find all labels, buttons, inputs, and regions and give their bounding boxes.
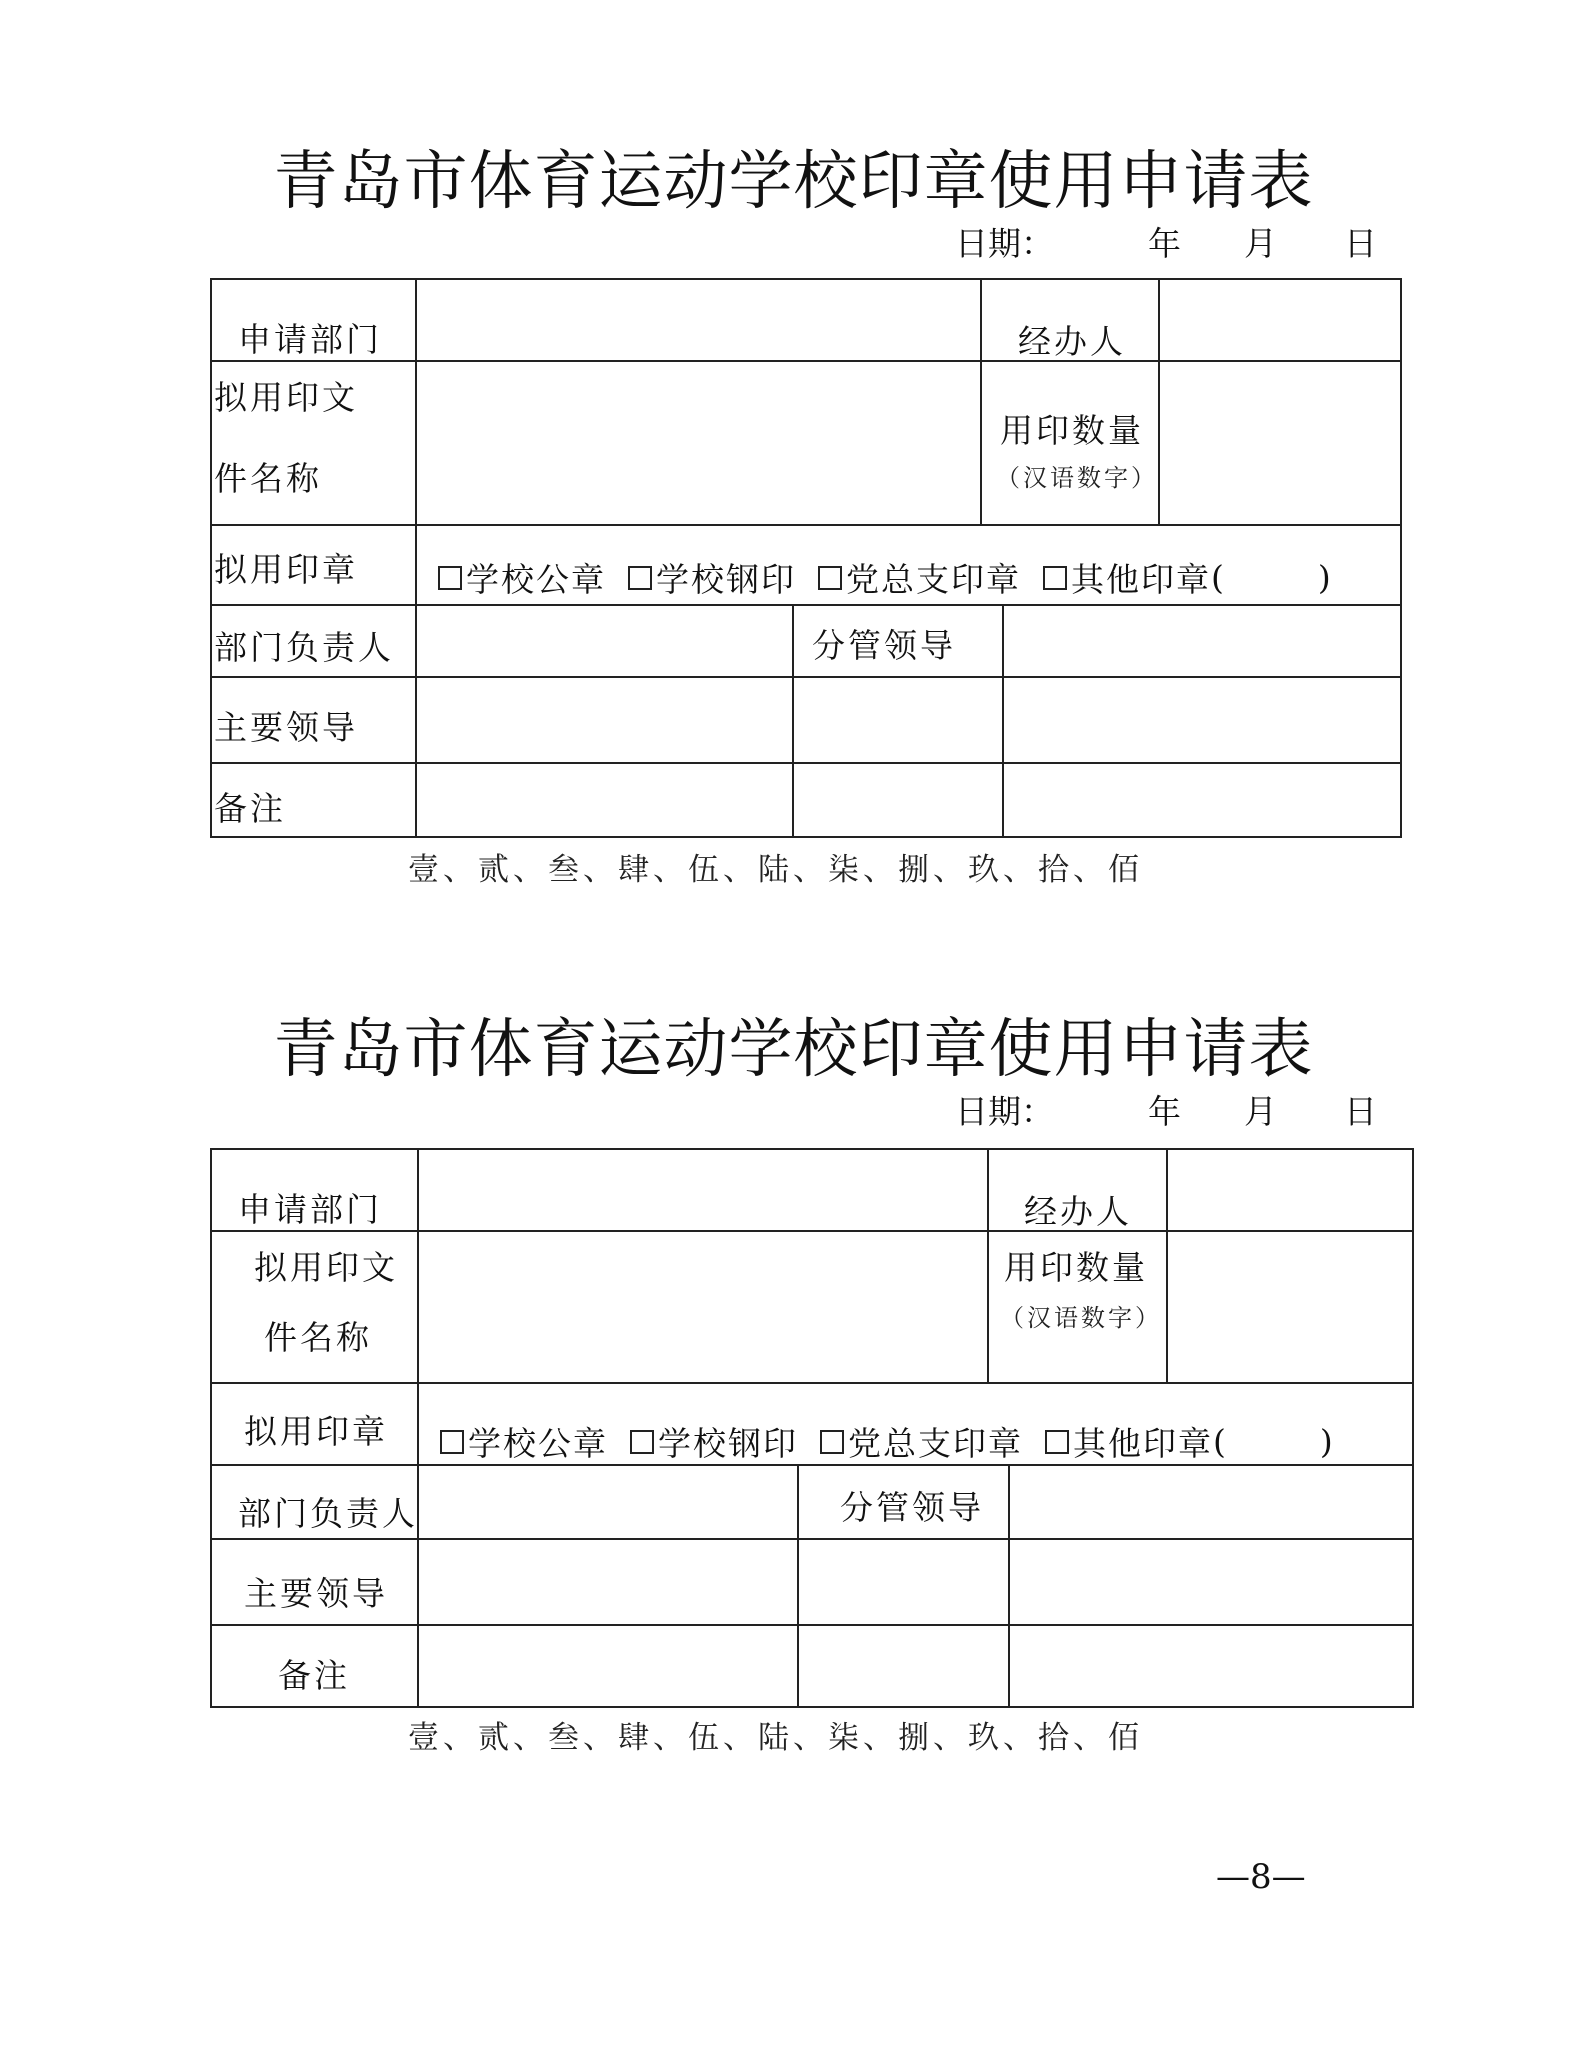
checkbox-icon bbox=[438, 566, 462, 590]
remarks-label: 备注 bbox=[278, 1656, 350, 1695]
quantity-note: （汉语数字） bbox=[1000, 1304, 1162, 1332]
checkbox-icon bbox=[630, 1430, 654, 1454]
date-month: 月 bbox=[1244, 224, 1277, 263]
chinese-numerals-hint: 壹、贰、叁、肆、伍、陆、柒、捌、玖、拾、佰 bbox=[408, 1720, 1143, 1756]
checkbox-icon bbox=[818, 566, 842, 590]
seal-option-school-steel-seal[interactable]: 学校钢印 bbox=[628, 554, 796, 601]
quantity-label: 用印数量 bbox=[1004, 1248, 1148, 1287]
date-month: 月 bbox=[1244, 1092, 1277, 1131]
seal-option-school-seal[interactable]: 学校公章 bbox=[440, 1418, 608, 1465]
seal-option-party-branch-seal[interactable]: 党总支印章 bbox=[818, 554, 1021, 601]
dept-head-label: 部门负责人 bbox=[238, 1494, 418, 1533]
seal-option-school-seal[interactable]: 学校公章 bbox=[438, 554, 606, 601]
seal-options bbox=[438, 554, 1333, 601]
checkbox-icon bbox=[440, 1430, 464, 1454]
checkbox-icon bbox=[820, 1430, 844, 1454]
document-name-label-line1: 拟用印文 bbox=[254, 1248, 398, 1287]
application-table bbox=[210, 278, 1402, 838]
seal-label: 拟用印章 bbox=[244, 1412, 388, 1451]
handler-label: 经办人 bbox=[1024, 1192, 1132, 1231]
supervisor-field[interactable] bbox=[1012, 1466, 1410, 1536]
application-table bbox=[210, 1148, 1414, 1708]
principal-label: 主要领导 bbox=[244, 1574, 388, 1613]
handler-field[interactable] bbox=[1162, 280, 1398, 358]
checkbox-icon bbox=[1043, 566, 1067, 590]
remarks-field[interactable] bbox=[420, 1626, 1410, 1706]
quantity-note: （汉语数字） bbox=[996, 464, 1158, 492]
checkbox-icon bbox=[628, 566, 652, 590]
quantity-label: 用印数量 bbox=[1000, 411, 1144, 450]
page-number: —8— bbox=[1216, 1857, 1306, 1897]
chinese-numerals-hint: 壹、贰、叁、肆、伍、陆、柒、捌、玖、拾、佰 bbox=[408, 852, 1143, 888]
seal-option-other-seal[interactable]: 其他印章 ( ) bbox=[1043, 554, 1333, 601]
document-name-field[interactable] bbox=[418, 362, 978, 522]
document-name-label-line2: 件名称 bbox=[214, 459, 322, 498]
form-title: 青岛市体育运动学校印章使用申请表 bbox=[273, 145, 1314, 219]
applicant-dept-field[interactable] bbox=[420, 1150, 985, 1228]
document-name-label-line1: 拟用印文 bbox=[214, 378, 358, 417]
dept-head-field[interactable] bbox=[420, 1466, 795, 1536]
handler-label: 经办人 bbox=[1018, 322, 1126, 361]
remarks-label: 备注 bbox=[214, 789, 286, 828]
seal-option-school-steel-seal[interactable]: 学校钢印 bbox=[630, 1418, 798, 1465]
supervisor-label: 分管领导 bbox=[812, 626, 956, 665]
principal-field[interactable] bbox=[420, 1540, 1410, 1622]
date-year: 年 bbox=[1148, 1092, 1181, 1131]
checkbox-icon bbox=[1045, 1430, 1069, 1454]
principal-field[interactable] bbox=[418, 678, 1398, 760]
supervisor-label: 分管领导 bbox=[840, 1488, 984, 1527]
seal-option-other-seal[interactable]: 其他印章 ( ) bbox=[1045, 1418, 1335, 1465]
document-name-field[interactable] bbox=[420, 1232, 985, 1380]
date-day: 日 bbox=[1344, 224, 1377, 263]
seal-label: 拟用印章 bbox=[214, 550, 358, 589]
dept-head-label: 部门负责人 bbox=[214, 628, 394, 667]
document-name-label-line2: 件名称 bbox=[264, 1318, 372, 1357]
seal-options bbox=[440, 1418, 1335, 1465]
seal-option-party-branch-seal[interactable]: 党总支印章 bbox=[820, 1418, 1023, 1465]
date-label: 日期： bbox=[955, 1092, 1054, 1131]
date-year: 年 bbox=[1148, 224, 1181, 263]
date-day: 日 bbox=[1344, 1092, 1377, 1131]
principal-label: 主要领导 bbox=[214, 708, 358, 747]
quantity-field[interactable] bbox=[1162, 362, 1398, 522]
date-label: 日期： bbox=[955, 224, 1054, 263]
dept-head-field[interactable] bbox=[418, 606, 790, 674]
remarks-field[interactable] bbox=[418, 764, 1398, 836]
quantity-field[interactable] bbox=[1170, 1232, 1410, 1380]
applicant-dept-label: 申请部门 bbox=[238, 320, 382, 359]
handler-field[interactable] bbox=[1170, 1150, 1410, 1228]
supervisor-field[interactable] bbox=[1006, 606, 1398, 674]
form-title: 青岛市体育运动学校印章使用申请表 bbox=[273, 1013, 1314, 1087]
applicant-dept-field[interactable] bbox=[418, 280, 978, 358]
applicant-dept-label: 申请部门 bbox=[238, 1190, 382, 1229]
